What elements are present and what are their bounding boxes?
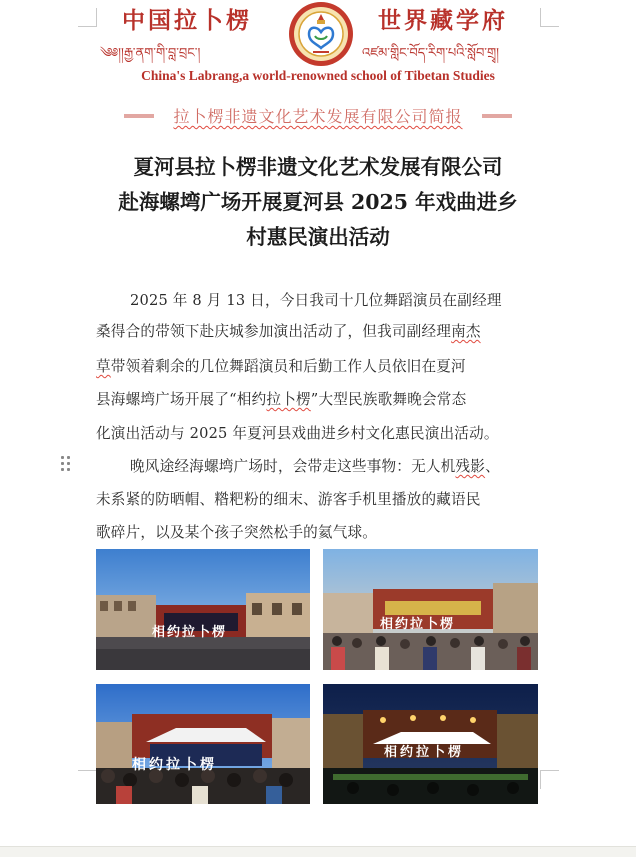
article-title-line-1: 夏河县拉卜楞非遗文化艺术发展有限公司 [133,155,503,179]
text-run: 带领着剩余的几位舞蹈演员和后勤工作人员依旧在夏河 [110,358,466,375]
event-photo-daytime-stage [96,549,310,670]
letterhead-chinese-right: 世界藏学府 [378,7,508,34]
letterhead-chinese-left: 中国拉卜楞 [122,7,252,34]
article-title-line-3: 村惠民演出活动 [246,225,390,249]
paragraph-line: 化演出活动与 2025 年夏河县戏曲进乡村文化惠民演出活动。 [96,425,499,442]
page-corner-mark [540,8,559,27]
stage-sign-text: 相约拉卜楞 [132,757,217,773]
text-run: 桑得合的带领下赴庆城参加演出活动了，但我司副经理 [96,323,452,340]
subtitle-rule-left [124,114,154,118]
paragraph-line: 歌碎片，以及某个孩子突然松手的氦气球。 [96,524,378,541]
bulletin-subtitle: 拉卜楞非遗文化艺术发展有限公司简报 [173,107,463,126]
paragraph-line [96,355,466,376]
text-run: ”大型民族歌舞晚会常态 [310,391,467,408]
text-run: 、 [485,458,500,475]
spellcheck-flagged-text: 残影 [455,458,486,475]
paragraph-line [96,388,466,409]
stage-sign-text: 相约拉卜楞 [384,745,465,760]
labrang-emblem-icon [287,0,355,68]
stage-sign-text: 相约拉卜楞 [380,617,456,632]
text-run: 晚风途经海螺塆广场时，会带走这些事物：无人机 [130,458,456,475]
event-photo-crowd-sunset [323,549,538,670]
spellcheck-flagged-text: 草 [96,358,111,375]
page-corner-mark [540,770,559,789]
paragraph-line [130,455,500,476]
text-run: 县海螺塆广场开展了“相约 [96,391,267,408]
letterhead-english: China's Labrang,a world-renowned school of Tibetan Studies [141,68,495,83]
spellcheck-flagged-text: 南杰 [451,323,481,340]
paragraph-line [96,320,481,341]
paragraph-line: 未系紧的防晒帽、糌粑粉的细末、游客手机里播放的藏语民 [96,491,481,508]
event-photo-dusk-crowd [96,684,310,804]
page-corner-mark [78,770,97,789]
paragraph-drag-handle[interactable] [60,455,72,471]
subtitle-rule-right [482,114,512,118]
article-title-line-2: 赴海螺塆广场开展夏河县 2025 年戏曲进乡 [118,190,518,214]
spellcheck-flagged-text: 拉卜楞 [266,391,311,408]
window-bottom-bar [0,846,636,857]
letterhead-tibetan-right: འཛམ་གླིང་བོད་རིག་པའི་སློབ་གྲྭ། [362,46,500,61]
page-corner-mark [78,8,97,27]
bulletin-subtitle-row [0,104,636,126]
letterhead-tibetan-left: ༄༅།།རྒྱ་ནག་གི་བླ་བྲང་། [100,46,201,61]
stage-sign-text: 相约拉卜楞 [152,625,228,640]
paragraph-line: 2025 年 8 月 13 日，今日我司十几位舞蹈演员在副经理 [130,292,502,309]
